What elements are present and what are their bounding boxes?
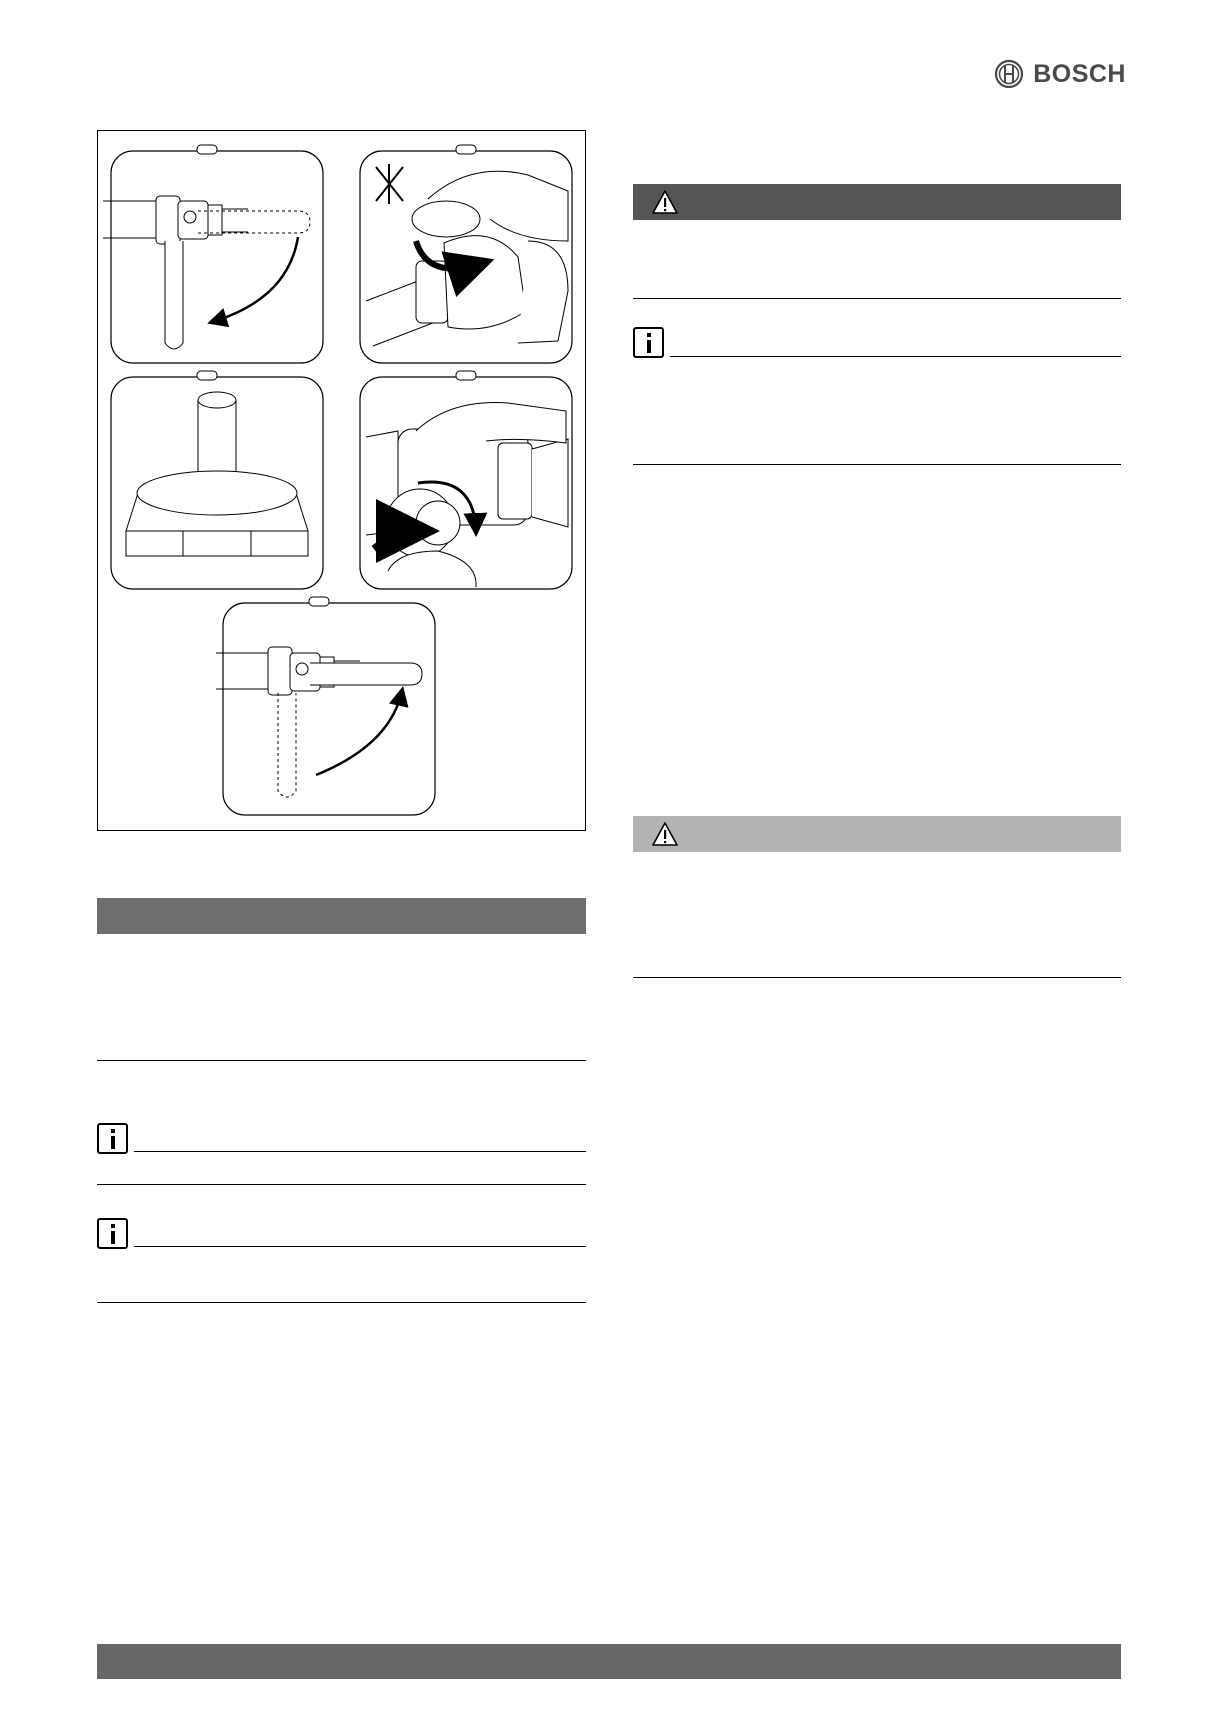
warning-triangle-icon xyxy=(651,821,679,847)
section-heading-bar xyxy=(97,898,586,934)
note-rule xyxy=(134,1151,586,1152)
panel-close-valve xyxy=(103,145,323,363)
note-rule xyxy=(670,356,1121,357)
divider xyxy=(97,1302,586,1303)
warning-bar xyxy=(633,184,1121,220)
brand-logo xyxy=(994,59,1126,89)
info-icon xyxy=(97,1218,128,1249)
note-rule xyxy=(134,1246,586,1247)
panel-filter-insert xyxy=(111,371,323,589)
bosch-armature-icon xyxy=(994,59,1024,89)
figure-frame xyxy=(97,130,586,831)
divider xyxy=(633,464,1121,465)
divider xyxy=(97,1060,586,1061)
divider xyxy=(633,977,1121,978)
panel-insert-filter xyxy=(360,371,572,589)
panel-unscrew-cap xyxy=(360,145,572,363)
divider xyxy=(97,1184,586,1185)
caution-bar xyxy=(633,816,1121,852)
info-icon xyxy=(633,327,664,358)
divider xyxy=(633,298,1121,299)
footer-bar xyxy=(97,1644,1121,1679)
info-icon xyxy=(97,1123,128,1154)
panel-open-valve xyxy=(216,597,435,815)
brand-name: BOSCH xyxy=(1033,59,1126,88)
warning-triangle-icon xyxy=(651,189,679,215)
maintenance-illustration xyxy=(98,131,587,832)
